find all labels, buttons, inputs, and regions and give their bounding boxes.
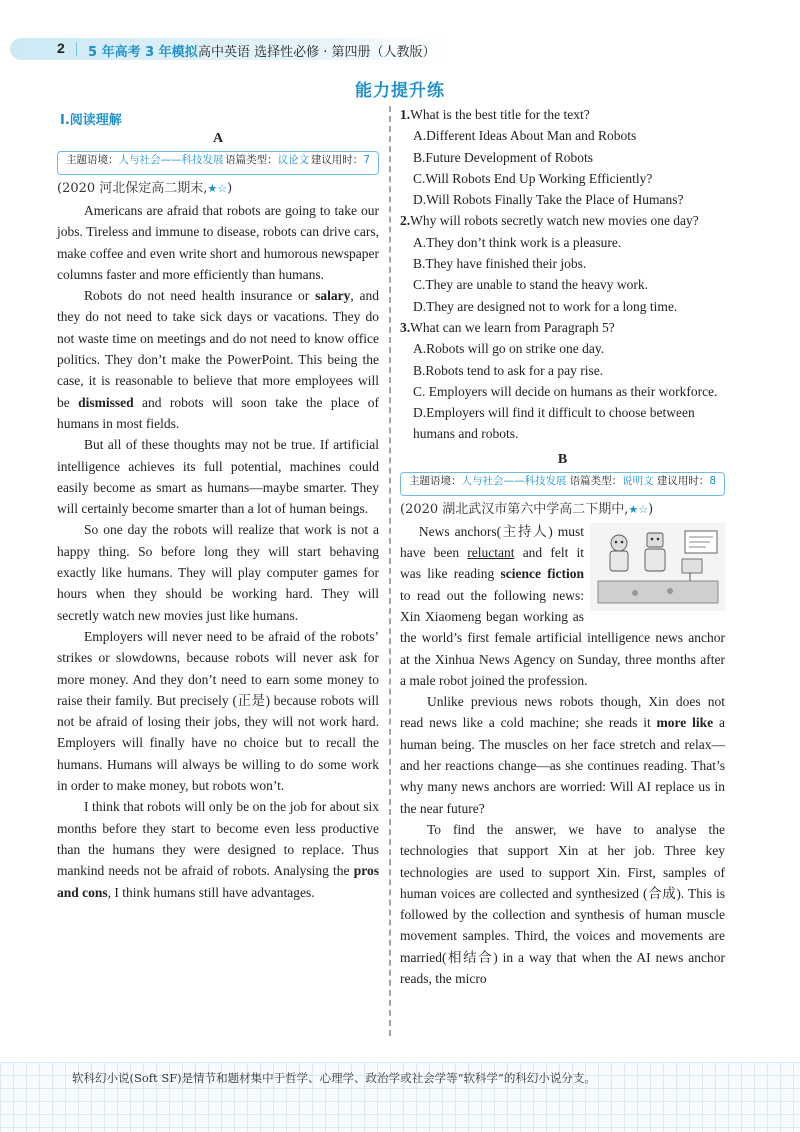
page-number: 2: [57, 40, 65, 56]
paragraph: Employers will never need to be afraid of the robots’ strikes or slowdowns, because robots will never ask for more money. And they don’t need to earn some money to raise their family. But precisely (正是) because robots will not be afraid of losing their jobs, they will not work hard. Employers will finally have no choice but to recall the humans. Humans will always be willing to do some work in order to make money, but robots won’t.: [57, 628, 379, 794]
answer-option: D.Employers will find it difficult to choose between humans and robots.: [413, 405, 695, 442]
answer-option: C.Will Robots End Up Working Efficiently?: [413, 170, 653, 186]
emphasized-word: salary: [315, 288, 351, 304]
question: [400, 317, 725, 338]
answer-option: B.They have finished their jobs.: [413, 256, 587, 272]
paragraph: News anchors(主持人) must have been reluctant and felt it was like reading science fiction to read out the following news: Xin Xiaomeng began working as the world’s first female artificial intelligence news anchor at the Xinhua News Agency on Sunday, three months after a male robot joined the profession.: [400, 523, 725, 688]
answer-option: A.Robots will go on strike one day.: [413, 341, 605, 357]
footer-note-area: [0, 1062, 800, 1132]
paragraph: To find the answer, we have to analyse the technologies that support Xin at her job. Three key technologies are used to support Xin. First, samples of human voices are collected and synthesized (合成). This is followed by the collection and synthesis of human muscle movement samples. Third, the voices and movements are married(相结合) in a way that when the AI news anchor reads, the micro: [400, 821, 725, 986]
difficulty-star-icon: ★☆: [207, 182, 228, 195]
footer-note: 软科幻小说(Soft SF)是情节和题材集中于哲学、心理学、政治学或社会学等“软科学”的科幻小说分支。: [72, 1071, 596, 1085]
robot-illustration-icon: [590, 523, 725, 611]
emphasized-word: dismissed: [78, 394, 134, 410]
passage-b-source: (2020 湖北武汉市第六中学高二下期中,★☆): [400, 501, 654, 517]
paragraph: So one day the robots will realize that work is not a happy thing. So before long they will start behaving exactly like humans. They will play computer games for hours when they should be working hard. They will secretly watch new movies just like humans.: [57, 522, 379, 623]
emphasized-word: reluctant: [467, 545, 515, 561]
answer-option: B.Future Development of Robots: [413, 149, 593, 165]
right-column: [400, 104, 725, 989]
tag-theme: 主题语境：人与社会——科技发展: [66, 154, 224, 166]
passage-b-tags: [400, 472, 725, 496]
emphasized-word: pros and cons: [57, 863, 379, 900]
emphasized-word: science fiction: [500, 566, 585, 582]
answer-option: D.Will Robots Finally Take the Place of Humans?: [413, 192, 684, 208]
answer-option: D.They are designed not to work for a long time.: [413, 298, 678, 314]
column-divider: [389, 106, 391, 1036]
passage-a-label: A: [212, 131, 224, 146]
paragraph: Robots do not need health insurance or salary, and they do not need to take sick days or vacations. They do not waste time on meetings and do not need to know office politics. They don’t make the PowerPoint. This being the case, it is reasonable to believe that more employees will be dismissed and robots will soon take the place of humans in most fields.: [57, 288, 379, 431]
tag-theme: 主题语境：人与社会——科技发展: [409, 474, 567, 487]
passage-a-source: (2020 河北保定高二期末,★☆): [57, 181, 233, 196]
question-number: 1.: [400, 107, 411, 122]
question: [400, 104, 725, 125]
section-heading: Ⅰ.阅读理解: [60, 113, 122, 128]
robot-news-anchor-illustration: [590, 523, 725, 611]
question-stem: What can we learn from Paragraph 5?: [410, 319, 615, 335]
header-subtitle: 高中英语 选择性必修 · 第四册（人教版）: [198, 45, 436, 60]
tag-time: 建议用时：8: [656, 474, 716, 487]
paragraph: I think that robots will only be on the job for about six months before they start to become even less productive than the humans they were designed to replace. Thus mankind needs not be afraid of robots. Analysing the pros and cons, I think humans still have advantages.: [57, 799, 379, 900]
question-stem: Why will robots secretly watch new movies one day?: [410, 213, 699, 229]
question-number: 3.: [400, 319, 411, 335]
header-separator: [76, 42, 77, 56]
question-number: 2.: [400, 213, 411, 229]
answer-option: A.Different Ideas About Man and Robots: [413, 128, 637, 144]
page-title: 能力提升练: [355, 81, 445, 101]
answer-option: C.They are unable to stand the heavy work.: [413, 277, 649, 293]
paragraph: Unlike previous news robots though, Xin does not read news like a cold machine; she reads it more like a human being. The muscles on her face stretch and relax—and her reactions change—as she continues reading. That’s why many news anchors are worried: Will AI replace us in the near future?: [400, 694, 725, 816]
tag-type: 语篇类型：说明文: [569, 474, 654, 487]
answer-option: A.They don’t think work is a pleasure.: [413, 234, 622, 250]
passage-b-label: B: [557, 451, 568, 467]
page-header: [0, 38, 800, 60]
question-list: [400, 104, 725, 445]
difficulty-star-icon: ★☆: [628, 502, 649, 516]
emphasized-word: more like: [656, 715, 714, 731]
question: [400, 210, 725, 231]
left-column: [57, 104, 379, 903]
paragraph: Americans are afraid that robots are going to take our jobs. Tireless and immune to disease, robots can drive cars, make coffee and even write short and humorous newspaper columns faster and more efficiently than humans.: [57, 203, 379, 282]
paragraph: But all of these thoughts may not be true. If artificial intelligence achieves its full potential, machines could easily become as smart as humans—maybe smarter. They will certainly become smarter than a lot of human beings.: [57, 437, 379, 517]
passage-a-body: [57, 200, 379, 903]
question-stem: What is the best title for the text?: [410, 107, 590, 122]
answer-option: C. Employers will decide on humans as their workforce.: [413, 383, 718, 399]
answer-option: B.Robots tend to ask for a pay rise.: [413, 362, 604, 378]
passage-a-tags: [57, 151, 379, 175]
tag-type: 语篇类型：议论文: [225, 154, 310, 166]
header-brand: 5 年高考 3 年模拟: [88, 45, 198, 60]
tag-time: 建议用时：7: [310, 154, 370, 166]
